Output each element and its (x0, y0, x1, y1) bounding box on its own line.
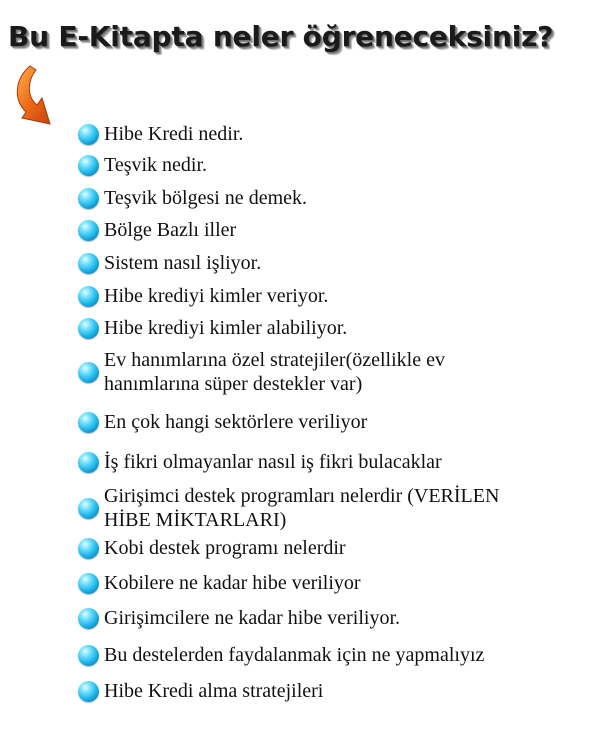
blue-bullet-icon (78, 253, 99, 274)
blue-bullet-icon (78, 412, 99, 433)
blue-bullet-icon (78, 220, 99, 241)
list-item-text: Kobilere ne kadar hibe veriliyor (104, 572, 361, 594)
list-item-text: Bu destelerden faydalanmak için ne yapmalıyız (104, 644, 485, 666)
list-item (78, 643, 484, 667)
list-item (78, 284, 328, 308)
list-item-text: İş fikri olmayanlar nasıl iş fikri bulacaklar (104, 451, 442, 473)
blue-bullet-icon (78, 188, 99, 209)
list-item (78, 186, 307, 210)
list-item-text: Sistem nasıl işliyor. (104, 252, 262, 274)
blue-bullet-icon (78, 452, 99, 473)
curved-arrow-icon (8, 62, 68, 134)
blue-bullet-icon (78, 573, 99, 594)
blue-bullet-icon (78, 155, 99, 176)
list-item (78, 484, 544, 532)
list-item (78, 679, 323, 703)
list-item-text: Hibe krediyi kimler veriyor. (104, 285, 329, 307)
blue-bullet-icon (78, 538, 99, 559)
list-item (78, 571, 361, 595)
list-item-text: Hibe Kredi nedir. (104, 123, 244, 145)
list-item-text: Kobi destek programı nelerdir (104, 537, 346, 559)
blue-bullet-icon (78, 318, 99, 339)
list-item-text: Girişimcilere ne kadar hibe veriliyor. (104, 607, 401, 629)
list-item (78, 251, 261, 275)
list-item-text: Hibe krediyi kimler alabiliyor. (104, 317, 348, 339)
list-item (78, 450, 442, 474)
blue-bullet-icon (78, 608, 99, 629)
list-item (78, 536, 346, 560)
list-item (78, 153, 207, 177)
topic-list (78, 0, 608, 733)
blue-bullet-icon (78, 362, 99, 383)
list-item-text: Teşvik bölgesi ne demek. (104, 187, 307, 209)
list-item (78, 122, 243, 146)
blue-bullet-icon (78, 645, 99, 666)
blue-bullet-icon (78, 124, 99, 145)
blue-bullet-icon (78, 498, 99, 519)
list-item-text: Teşvik nedir. (104, 154, 208, 176)
list-item-text: Ev hanımlarına özel stratejiler(özellikle ev hanımlarına süper destekler var) (104, 349, 445, 395)
list-item-text: Bölge Bazlı iller (104, 219, 237, 241)
blue-bullet-icon (78, 286, 99, 307)
list-item-text: En çok hangi sektörlere veriliyor (104, 411, 368, 433)
blue-bullet-icon (78, 681, 99, 702)
list-item (78, 316, 347, 340)
list-item (78, 218, 236, 242)
list-item-text: Girişimci destek programları nelerdir (VERİLEN HİBE MİKTARLARI) (104, 485, 500, 531)
list-item (78, 606, 400, 630)
list-item-text: Hibe Kredi alma stratejileri (104, 680, 324, 702)
list-item (78, 348, 544, 396)
list-item (78, 410, 367, 434)
page-title: Bu E-Kitapta neler öğreneceksiniz? (8, 20, 554, 53)
